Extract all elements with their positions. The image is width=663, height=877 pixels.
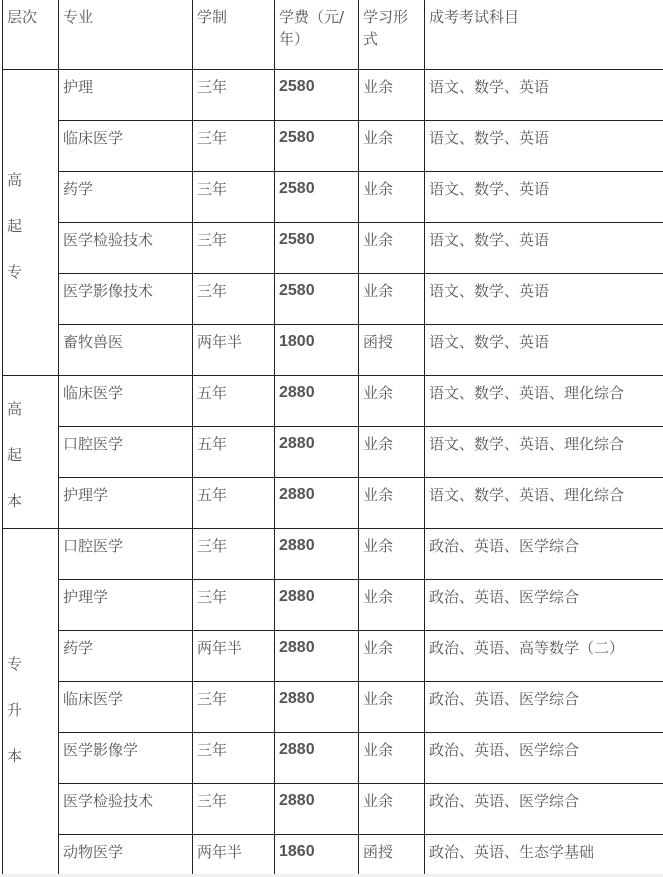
tuition-cell: 2880 <box>275 427 359 478</box>
major-cell: 护理学 <box>59 478 193 529</box>
table-row <box>3 427 663 478</box>
table-row <box>3 223 663 274</box>
duration-cell: 两年半 <box>193 835 275 875</box>
study-mode-cell: 业余 <box>359 376 425 427</box>
exam-subjects-cell: 语文、数学、英语 <box>425 121 663 172</box>
study-mode-cell: 业余 <box>359 529 425 580</box>
major-cell: 药学 <box>59 631 193 682</box>
major-cell: 畜牧兽医 <box>59 325 193 376</box>
major-cell: 口腔医学 <box>59 427 193 478</box>
level-cell <box>3 70 59 376</box>
table-row <box>3 733 663 784</box>
duration-cell: 三年 <box>193 682 275 733</box>
tuition-cell: 2880 <box>275 529 359 580</box>
level-char: 起 <box>7 216 23 235</box>
exam-subjects-cell: 政治、英语、医学综合 <box>425 784 663 835</box>
tuition-cell: 2880 <box>275 478 359 529</box>
tuition-cell: 2880 <box>275 631 359 682</box>
major-cell: 护理学 <box>59 580 193 631</box>
table-row <box>3 376 663 427</box>
level-char: 本 <box>7 747 23 765</box>
study-mode-cell: 业余 <box>359 121 425 172</box>
study-mode-cell: 业余 <box>359 70 425 121</box>
level-cell <box>3 376 59 529</box>
study-mode-cell: 业余 <box>359 631 425 682</box>
level-char: 高 <box>7 170 23 189</box>
duration-cell: 三年 <box>193 223 275 274</box>
tuition-cell: 2880 <box>275 733 359 784</box>
study-mode-cell: 函授 <box>359 835 425 875</box>
exam-subjects-cell: 政治、英语、高等数学（二） <box>425 631 663 682</box>
study-mode-cell: 业余 <box>359 274 425 325</box>
exam-subjects-cell: 语文、数学、英语 <box>425 172 663 223</box>
major-cell: 动物医学 <box>59 835 193 875</box>
tuition-cell: 2580 <box>275 274 359 325</box>
table-row <box>3 529 663 580</box>
major-cell: 医学影像技术 <box>59 274 193 325</box>
exam-subjects-cell: 政治、英语、医学综合 <box>425 529 663 580</box>
level-char: 专 <box>7 262 23 281</box>
level-char: 本 <box>7 492 23 510</box>
duration-cell: 三年 <box>193 784 275 835</box>
study-mode-cell: 业余 <box>359 733 425 784</box>
table-row <box>3 784 663 835</box>
header-study-mode: 学习形式 <box>359 0 425 70</box>
exam-subjects-cell: 政治、英语、医学综合 <box>425 580 663 631</box>
major-cell: 临床医学 <box>59 376 193 427</box>
tuition-cell: 2580 <box>275 121 359 172</box>
tuition-cell: 2880 <box>275 580 359 631</box>
exam-subjects-cell: 语文、数学、英语 <box>425 325 663 376</box>
duration-cell: 五年 <box>193 478 275 529</box>
tuition-cell: 2580 <box>275 172 359 223</box>
duration-cell: 三年 <box>193 529 275 580</box>
exam-subjects-cell: 政治、英语、医学综合 <box>425 733 663 784</box>
table-row <box>3 172 663 223</box>
major-cell: 临床医学 <box>59 121 193 172</box>
table-row <box>3 274 663 325</box>
exam-subjects-cell: 语文、数学、英语、理化综合 <box>425 427 663 478</box>
tuition-table-container <box>2 0 663 874</box>
tuition-cell: 2880 <box>275 376 359 427</box>
tuition-cell: 1800 <box>275 325 359 376</box>
level-char: 高 <box>7 400 23 418</box>
table-row <box>3 325 663 376</box>
duration-cell: 三年 <box>193 172 275 223</box>
table-row <box>3 682 663 733</box>
header-tuition: 学费（元/年） <box>275 0 359 70</box>
level-char: 升 <box>7 701 23 719</box>
study-mode-cell: 业余 <box>359 478 425 529</box>
major-cell: 医学检验技术 <box>59 784 193 835</box>
study-mode-cell: 业余 <box>359 172 425 223</box>
study-mode-cell: 业余 <box>359 580 425 631</box>
duration-cell: 两年半 <box>193 325 275 376</box>
tuition-cell: 2580 <box>275 70 359 121</box>
table-header-row <box>3 0 663 70</box>
study-mode-cell: 函授 <box>359 325 425 376</box>
duration-cell: 三年 <box>193 733 275 784</box>
tuition-table <box>2 0 663 874</box>
duration-cell: 两年半 <box>193 631 275 682</box>
major-cell: 医学检验技术 <box>59 223 193 274</box>
study-mode-cell: 业余 <box>359 784 425 835</box>
duration-cell: 三年 <box>193 121 275 172</box>
exam-subjects-cell: 语文、数学、英语 <box>425 223 663 274</box>
exam-subjects-cell: 政治、英语、生态学基础 <box>425 835 663 875</box>
exam-subjects-cell: 政治、英语、医学综合 <box>425 682 663 733</box>
tuition-cell: 2580 <box>275 223 359 274</box>
major-cell: 口腔医学 <box>59 529 193 580</box>
header-duration: 学制 <box>193 0 275 70</box>
tuition-cell: 2880 <box>275 784 359 835</box>
level-char: 起 <box>7 446 23 464</box>
level-cell <box>3 529 59 875</box>
duration-cell: 三年 <box>193 274 275 325</box>
header-exam-subjects: 成考考试科目 <box>425 0 663 70</box>
major-cell: 护理 <box>59 70 193 121</box>
duration-cell: 五年 <box>193 427 275 478</box>
level-char: 专 <box>7 655 23 673</box>
table-row <box>3 835 663 875</box>
study-mode-cell: 业余 <box>359 223 425 274</box>
table-row <box>3 478 663 529</box>
study-mode-cell: 业余 <box>359 427 425 478</box>
exam-subjects-cell: 语文、数学、英语 <box>425 70 663 121</box>
major-cell: 医学影像学 <box>59 733 193 784</box>
major-cell: 药学 <box>59 172 193 223</box>
table-row <box>3 580 663 631</box>
exam-subjects-cell: 语文、数学、英语、理化综合 <box>425 478 663 529</box>
duration-cell: 三年 <box>193 580 275 631</box>
duration-cell: 三年 <box>193 70 275 121</box>
tuition-cell: 1860 <box>275 835 359 875</box>
exam-subjects-cell: 语文、数学、英语 <box>425 274 663 325</box>
study-mode-cell: 业余 <box>359 682 425 733</box>
tuition-cell: 2880 <box>275 682 359 733</box>
duration-cell: 五年 <box>193 376 275 427</box>
exam-subjects-cell: 语文、数学、英语、理化综合 <box>425 376 663 427</box>
table-row <box>3 631 663 682</box>
table-row <box>3 70 663 121</box>
major-cell: 临床医学 <box>59 682 193 733</box>
table-row <box>3 121 663 172</box>
header-level: 层次 <box>3 0 59 70</box>
header-major: 专业 <box>59 0 193 70</box>
